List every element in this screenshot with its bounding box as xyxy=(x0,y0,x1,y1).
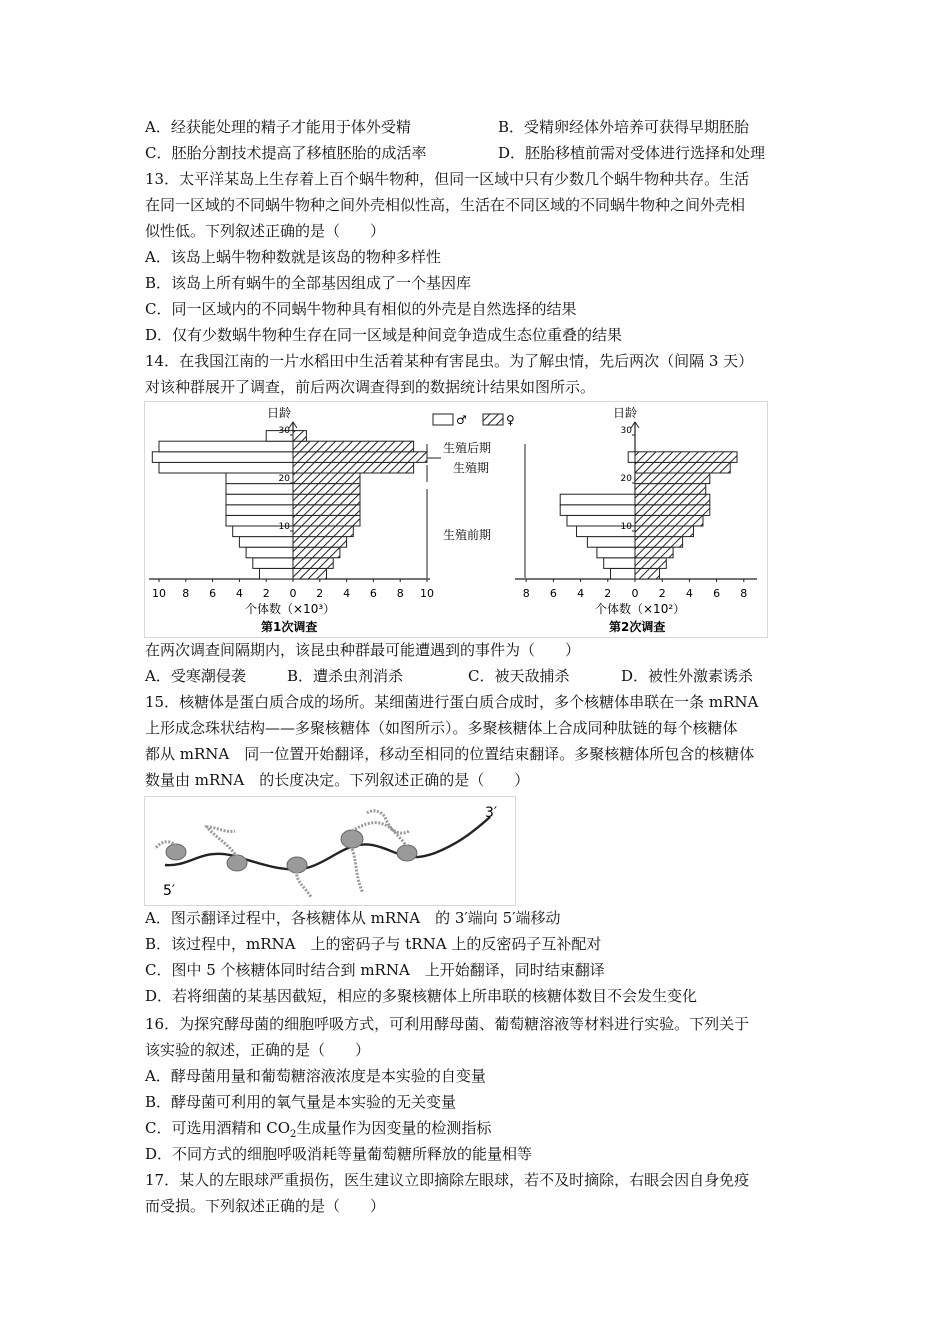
q14-option-c: C．被天敌捕杀 xyxy=(468,667,570,685)
q16-stem-line1: 16．为探究酵母菌的细胞呼吸方式，可利用酵母菌、葡萄糖溶液等材料进行实验。下列关于 xyxy=(145,1015,750,1033)
bar-male-13 xyxy=(159,441,293,452)
bar-female-12 xyxy=(635,452,737,463)
x-tick-label: 0 xyxy=(631,587,639,600)
bar-female-6 xyxy=(293,515,360,526)
q12-option-d: D．胚胎移植前需对受体进行选择和处理 xyxy=(498,144,766,162)
chart1-title: 第1次调查 xyxy=(261,620,318,634)
bar-female-11 xyxy=(293,462,414,473)
legend-female-swatch xyxy=(483,414,503,425)
stage-label-reproductive: 生殖期 xyxy=(453,461,490,475)
q13-stem-line2: 在同一区域的不同蜗牛物种之间外壳相似性高，生活在不同区域的不同蜗牛物种之间外壳相 xyxy=(145,196,746,214)
bar-female-4 xyxy=(635,537,683,548)
bar-female-13 xyxy=(293,441,414,452)
chart2-title: 第2次调查 xyxy=(609,620,666,634)
q16-option-d: D．不同方式的细胞呼吸消耗等量葡萄糖所释放的能量相等 xyxy=(145,1145,533,1163)
bar-female-2 xyxy=(293,558,333,569)
age-pyramid-figure xyxy=(144,401,768,638)
q16-option-c-part1: C．可选用酒精和 CO xyxy=(145,1119,291,1137)
polyribosome-diagram xyxy=(145,797,515,905)
peptide-chains xyxy=(155,811,409,897)
mrna-strand xyxy=(165,817,490,869)
q16-option-b: B．酵母菌可利用的氧气量是本实验的无关变量 xyxy=(145,1093,457,1111)
q13-option-b: B．该岛上所有蜗牛的全部基因组成了一个基因库 xyxy=(145,274,472,292)
bar-female-8 xyxy=(635,494,710,505)
q13-stem-line1: 13．太平洋某岛上生存着上百个蜗牛物种，但同一区域中只有少数几个蜗牛物种共存。生活 xyxy=(145,170,750,188)
q16-stem-line2: 该实验的叙述，正确的是（ ） xyxy=(145,1041,371,1059)
age-pyramid-chart xyxy=(145,402,767,637)
x-tick-label: 2 xyxy=(604,587,612,600)
bar-female-8 xyxy=(293,494,360,505)
q13-stem-line3: 似性低。下列叙述正确的是（ ） xyxy=(145,222,386,240)
x-tick-label: 6 xyxy=(369,587,377,600)
y-tick-label: 30 xyxy=(620,426,632,436)
bar-male-12 xyxy=(628,452,635,463)
q14-stem-line1: 14．在我国江南的一片水稻田中生活着某种有害昆虫。为了解虫情，先后两次（间隔 3 天） xyxy=(145,352,754,370)
bar-female-7 xyxy=(635,505,710,516)
y-tick-label: 30 xyxy=(278,426,290,436)
x-tick-label: 8 xyxy=(182,587,190,600)
x-tick-label: 4 xyxy=(235,587,243,600)
stage-label-pre-reproductive: 生殖前期 xyxy=(443,528,492,542)
bar-female-3 xyxy=(635,547,673,558)
x-tick-label: 2 xyxy=(316,587,324,600)
chart1-ylabel: 日龄 xyxy=(267,406,292,420)
q17-stem-line2: 而受损。下列叙述正确的是（ ） xyxy=(145,1197,386,1215)
x-tick-label: 2 xyxy=(658,587,666,600)
x-tick-label: 4 xyxy=(343,587,351,600)
x-tick-label: 6 xyxy=(713,587,721,600)
bar-female-5 xyxy=(635,526,693,537)
chart2-xlabel: 个体数（×10²） xyxy=(595,602,686,616)
q15-stem-line3: 都从 mRNA 同一位置开始翻译，移动至相同的位置结束翻译。多聚核糖体所包含的核糖体 xyxy=(145,745,755,763)
chart-survey-2 xyxy=(515,422,757,600)
q15-stem-line1: 15．核糖体是蛋白质合成的场所。某细菌进行蛋白质合成时，多个核糖体串联在一条 mRNA xyxy=(145,693,759,711)
x-tick-label: 0 xyxy=(289,587,297,600)
ribosome-3 xyxy=(287,857,307,873)
q15-stem-line2: 上形成念珠状结构——多聚核糖体（如图所示）。多聚核糖体上合成同种肽链的每个核糖体 xyxy=(145,719,738,737)
legend-male-swatch xyxy=(433,414,453,425)
q16-option-c xyxy=(145,1118,491,1145)
x-tick-label: 6 xyxy=(209,587,217,600)
x-tick-label: 8 xyxy=(740,587,748,600)
bar-male-3 xyxy=(597,547,635,558)
bar-male-1 xyxy=(260,568,294,579)
ribosome-1 xyxy=(166,844,186,860)
bar-male-7 xyxy=(560,505,635,516)
q14-question: 在两次调查间隔期内，该昆虫种群最可能遭遇到的事件为（ ） xyxy=(145,641,581,659)
y-tick-label: 10 xyxy=(278,522,290,532)
y-tick-label: 20 xyxy=(278,474,290,484)
y-tick-label: 20 xyxy=(620,474,632,484)
bar-male-8 xyxy=(560,494,635,505)
bar-female-10 xyxy=(293,473,360,484)
chart1-xlabel: 个体数（×10³） xyxy=(245,602,336,616)
chart-survey-1 xyxy=(149,422,434,600)
q12-option-c: C．胚胎分割技术提高了移植胚胎的成活率 xyxy=(145,144,427,162)
bar-female-2 xyxy=(635,558,666,569)
x-tick-label: 8 xyxy=(396,587,404,600)
q16-option-c-part2: 生成量作为因变量的检测指标 xyxy=(296,1119,492,1137)
bar-male-7 xyxy=(226,505,293,516)
q15-option-c: C．图中 5 个核糖体同时结合到 mRNA 上开始翻译，同时结束翻译 xyxy=(145,961,605,979)
mrna-3-prime-label: 3′ xyxy=(485,805,498,821)
q16-option-a: A．酵母菌用量和葡萄糖溶液浓度是本实验的自变量 xyxy=(145,1067,486,1085)
ribosome-5 xyxy=(397,845,417,861)
q16-option-c-subscript: 2 xyxy=(290,1129,297,1140)
q13-option-a: A．该岛上蜗牛物种数就是该岛的物种多样性 xyxy=(145,248,441,266)
bar-female-3 xyxy=(293,547,340,558)
bar-female-4 xyxy=(293,537,347,548)
x-tick-label: 6 xyxy=(549,587,557,600)
ribosome-4 xyxy=(341,830,363,848)
q14-option-b: B．遭杀虫剂消杀 xyxy=(287,667,404,685)
q17-stem-line1: 17．某人的左眼球严重损伤，医生建议立即摘除左眼球，若不及时摘除，右眼会因自身免疫 xyxy=(145,1171,750,1189)
bar-female-1 xyxy=(635,568,659,579)
y-tick-label: 10 xyxy=(620,522,632,532)
bar-male-8 xyxy=(226,494,293,505)
stage-label-post-reproductive: 生殖后期 xyxy=(443,441,492,455)
bar-female-7 xyxy=(293,505,360,516)
q12-option-a: A．经获能处理的精子才能用于体外受精 xyxy=(145,118,411,136)
bar-male-3 xyxy=(246,547,293,558)
ribosome-2 xyxy=(227,855,247,871)
q15-stem-line4: 数量由 mRNA 的长度决定。下列叙述正确的是（ ） xyxy=(145,771,530,789)
bar-female-11 xyxy=(635,462,730,473)
bar-male-12 xyxy=(152,452,293,463)
bar-female-9 xyxy=(293,484,360,495)
bar-male-1 xyxy=(611,568,635,579)
x-tick-label: 2 xyxy=(262,587,270,600)
x-tick-label: 4 xyxy=(577,587,585,600)
bar-male-2 xyxy=(253,558,293,569)
bar-male-4 xyxy=(587,537,635,548)
x-tick-label: 4 xyxy=(685,587,693,600)
polyribosome-figure xyxy=(144,796,516,906)
x-tick-label: 10 xyxy=(152,587,166,600)
bar-female-5 xyxy=(293,526,353,537)
mrna-5-prime-label: 5′ xyxy=(163,883,176,899)
q14-stem-line2: 对该种群展开了调查，前后两次调查得到的数据统计结果如图所示。 xyxy=(145,378,596,396)
bar-female-10 xyxy=(635,473,710,484)
q15-option-d: D．若将细菌的某基因截短，相应的多聚核糖体上所串联的核糖体数目不会发生变化 xyxy=(145,987,698,1005)
q13-option-c: C．同一区域内的不同蜗牛物种具有相似的外壳是自然选择的结果 xyxy=(145,300,577,318)
bar-male-11 xyxy=(159,462,293,473)
q12-option-b: B．受精卵经体外培养可获得早期胚胎 xyxy=(498,118,750,136)
bar-male-4 xyxy=(239,537,293,548)
q13-option-d: D．仅有少数蜗牛物种生存在同一区域是种间竞争造成生态位重叠的结果 xyxy=(145,326,623,344)
q14-option-a: A．受寒潮侵袭 xyxy=(145,667,246,685)
bar-female-1 xyxy=(293,568,327,579)
x-tick-label: 8 xyxy=(522,587,530,600)
bar-female-6 xyxy=(635,515,703,526)
legend-female-label: ♀ xyxy=(506,413,515,427)
bar-male-9 xyxy=(226,484,293,495)
q15-option-b: B．该过程中，mRNA 上的密码子与 tRNA 上的反密码子互补配对 xyxy=(145,935,602,953)
bar-female-9 xyxy=(635,484,706,495)
bar-male-2 xyxy=(604,558,635,569)
q14-option-d: D．被性外激素诱杀 xyxy=(621,667,754,685)
legend-male-label: ♂ xyxy=(456,413,467,427)
q15-option-a: A．图示翻译过程中，各核糖体从 mRNA 的 3′端向 5′端移动 xyxy=(145,909,561,927)
bar-female-12 xyxy=(293,452,427,463)
chart2-ylabel: 日龄 xyxy=(613,406,638,420)
x-tick-label: 10 xyxy=(420,587,434,600)
bar-female-14 xyxy=(293,431,306,442)
